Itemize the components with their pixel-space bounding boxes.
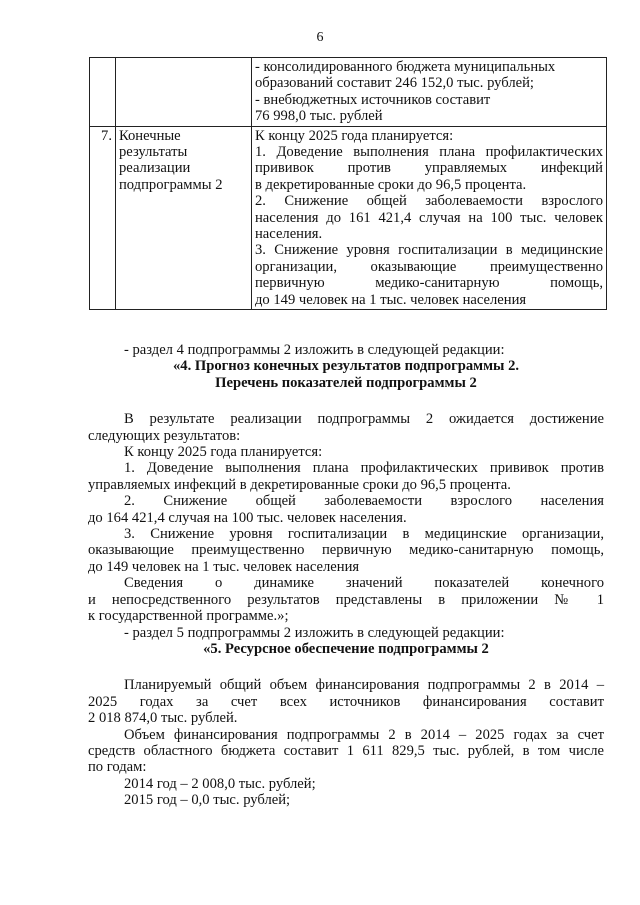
- paragraph-line: по годам:: [88, 759, 147, 776]
- page-number: 6: [316, 30, 324, 45]
- table-text-line: населения до 161 421,4 случая на 100 тыс. человек: [255, 209, 603, 226]
- paragraph-line: 3. Снижение уровня госпитализации в медицинские организации,: [124, 526, 604, 543]
- paragraph-line: 1. Доведение выполнения плана профилактических прививок против: [124, 460, 604, 477]
- paragraph-line: 2014 год – 2 008,0 тыс. рублей;: [124, 775, 316, 792]
- row-number: 7.: [90, 126, 116, 309]
- paragraph-line: К концу 2025 года планируется:: [124, 444, 323, 461]
- row-title-line: реализации: [119, 160, 191, 177]
- section-heading: Перечень показателей подпрограммы 2: [215, 374, 477, 391]
- paragraph-line: средств областного бюджета составит 1 611 829,5 тыс. рублей, в том числе: [88, 742, 604, 759]
- table-text-line: населения.: [255, 226, 323, 243]
- paragraph-line: до 164 421,4 случая на 100 тыс. человек населения.: [88, 509, 407, 526]
- paragraph-line: Объем финансирования подпрограммы 2 в 2014 – 2025 годах за счет: [124, 726, 604, 743]
- row-title-line: подпрограммы 2: [119, 176, 223, 193]
- table-text-line: - внебюджетных источников составит: [255, 91, 491, 108]
- amendment-intro: - раздел 4 подпрограммы 2 изложить в следующей редакции:: [124, 342, 505, 358]
- subprogram-passport-table: [89, 57, 607, 310]
- paragraph-line: оказывающие преимущественно первичную медико-санитарную помощь,: [88, 542, 604, 559]
- table-text-line: в декретированные сроки до 96,5 процента.: [255, 176, 527, 193]
- row-title-line: Конечные: [119, 127, 181, 144]
- paragraph-line: следующих результатов:: [88, 427, 241, 444]
- table-cell-num: [90, 58, 116, 127]
- section-4: [88, 342, 604, 809]
- table-text-line: прививок против управляемых инфекций: [255, 160, 603, 177]
- table-text-line: образований составит 246 152,0 тыс. рублей;: [255, 75, 534, 92]
- paragraph-line: 2025 годах за счет всех источников финансирования составит: [88, 693, 604, 710]
- table-text-line: 1. Доведение выполнения плана профилактических: [255, 144, 603, 161]
- paragraph-line: Сведения о динамике значений показателей конечного: [124, 575, 604, 592]
- table-text-line: К концу 2025 года планируется:: [255, 127, 454, 144]
- paragraph-line: 2015 год – 0,0 тыс. рублей;: [124, 792, 291, 809]
- row-content: [252, 126, 607, 309]
- table-row: [90, 58, 607, 127]
- table-cell-title: [116, 58, 252, 127]
- section-heading: «5. Ресурсное обеспечение подпрограммы 2: [203, 640, 489, 657]
- row-title-line: результаты: [119, 144, 188, 161]
- table-text-line: 3. Снижение уровня госпитализации в медицинские: [255, 242, 603, 259]
- paragraph-line: Планируемый общий объем финансирования подпрограммы 2 в 2014 –: [124, 677, 604, 694]
- section-heading: «4. Прогноз конечных результатов подпрограммы 2.: [172, 358, 520, 375]
- table-text-line: 2. Снижение общей заболеваемости взрослого: [255, 193, 603, 210]
- paragraph-line: 2. Снижение общей заболеваемости взрослого населения: [124, 493, 604, 510]
- table-text-line: 76 998,0 тыс. рублей: [255, 108, 383, 125]
- paragraph-line: В результате реализации подпрограммы 2 ожидается достижение: [124, 411, 604, 428]
- table-row: [90, 126, 607, 309]
- table-text-line: организации, оказывающие преимущественно: [255, 258, 603, 275]
- amendment-intro: - раздел 5 подпрограммы 2 изложить в следующей редакции:: [124, 624, 505, 641]
- row-title: [116, 126, 252, 309]
- table-text-line: - консолидированного бюджета муниципальных: [255, 59, 556, 75]
- paragraph-line: до 149 человек на 1 тыс. человек населения: [88, 558, 360, 575]
- paragraph-line: управляемых инфекций в декретированные сроки до 96,5 процента.: [88, 476, 511, 493]
- paragraph-line: и непосредственного результатов представлены в приложении № 1: [88, 591, 604, 608]
- paragraph-line: к государственной программе.»;: [88, 608, 289, 625]
- paragraph-line: 2 018 874,0 тыс. рублей.: [88, 710, 238, 727]
- table-text-line: до 149 человек на 1 тыс. человек населения: [255, 291, 527, 308]
- table-cell-content: [252, 58, 607, 127]
- table-text-line: первичную медико-санитарную помощь,: [255, 275, 603, 292]
